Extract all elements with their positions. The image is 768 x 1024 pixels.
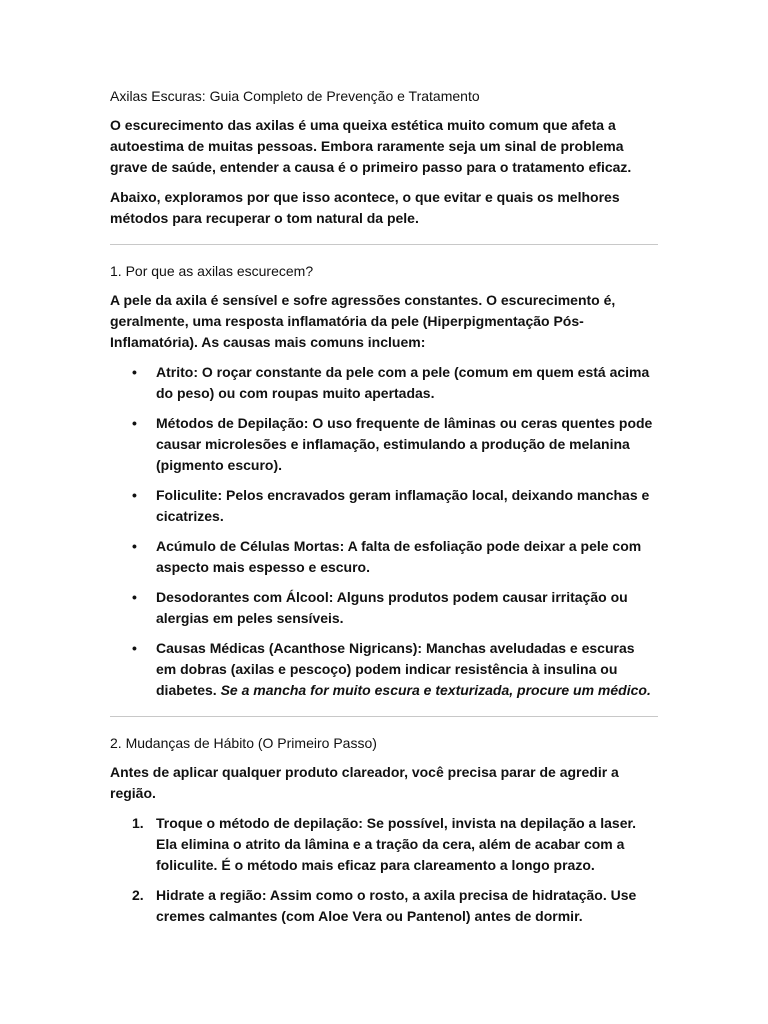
list-item-text: Causas Médicas (Acanthose Nigricans): Manchas aveludadas e escuras em dobras (axilas e pescoço) podem indicar resistência à insulina ou diabetes. bbox=[156, 640, 635, 698]
medical-warning: Se a mancha for muito escura e texturizada, procure um médico. bbox=[220, 682, 651, 698]
list-item bbox=[110, 885, 658, 927]
list-item bbox=[110, 587, 658, 629]
document-page bbox=[110, 86, 658, 936]
section-1-intro: A pele da axila é sensível e sofre agressões constantes. O escurecimento é, geralmente, uma resposta inflamatória da pele (Hiperpigmentação Pós-Inflamatória). As causas mais comuns incluem: bbox=[110, 292, 616, 350]
bullet-icon: • bbox=[132, 589, 137, 605]
section-divider bbox=[110, 244, 658, 245]
list-item-text: Métodos de Depilação: O uso frequente de lâminas ou ceras quentes pode causar microlesões e inflamação, estimulando a produção de melanina (pigmento escuro). bbox=[156, 415, 653, 473]
step-number: 1. bbox=[132, 815, 144, 831]
bullet-icon: • bbox=[132, 364, 137, 380]
section-1-heading: 1. Por que as axilas escurecem? bbox=[110, 263, 314, 279]
bullet-icon: • bbox=[132, 415, 137, 431]
bullet-icon: • bbox=[132, 487, 137, 503]
list-item bbox=[110, 813, 658, 876]
list-item bbox=[110, 638, 658, 701]
list-item-text: Atrito: O roçar constante da pele com a pele (comum em quem está acima do peso) ou com roupas muito apertadas. bbox=[156, 364, 650, 401]
list-item-text: Desodorantes com Álcool: Alguns produtos podem causar irritação ou alergias em peles sensíveis. bbox=[156, 589, 628, 626]
bullet-icon: • bbox=[132, 640, 137, 656]
list-item bbox=[110, 536, 658, 578]
list-item bbox=[110, 413, 658, 476]
document-title: Axilas Escuras: Guia Completo de Prevenção e Tratamento bbox=[110, 88, 480, 104]
bullet-icon: • bbox=[132, 538, 137, 554]
section-2-heading: 2. Mudanças de Hábito (O Primeiro Passo) bbox=[110, 735, 377, 751]
list-item-text: Foliculite: Pelos encravados geram inflamação local, deixando manchas e cicatrizes. bbox=[156, 487, 650, 524]
intro-paragraph-1: O escurecimento das axilas é uma queixa estética muito comum que afeta a autoestima de muitas pessoas. Embora raramente seja um sinal de problema grave de saúde, entender a causa é o primeiro passo para o tratamento eficaz. bbox=[110, 117, 632, 175]
list-item-text: Hidrate a região: Assim como o rosto, a axila precisa de hidratação. Use cremes calmantes (com Aloe Vera ou Pantenol) antes de dormir. bbox=[156, 887, 637, 924]
habit-steps-list bbox=[110, 813, 658, 927]
list-item-text: Troque o método de depilação: Se possível, invista na depilação a laser. Ela elimina o atrito da lâmina e a tração da cera, além de acabar com a foliculite. É o método mais eficaz para clareamento a longo prazo. bbox=[156, 815, 637, 873]
step-number: 2. bbox=[132, 887, 144, 903]
list-item bbox=[110, 362, 658, 404]
list-item-text: Acúmulo de Células Mortas: A falta de esfoliação pode deixar a pele com aspecto mais espesso e escuro. bbox=[156, 538, 642, 575]
section-2-intro: Antes de aplicar qualquer produto clareador, você precisa parar de agredir a região. bbox=[110, 764, 619, 801]
list-item bbox=[110, 485, 658, 527]
intro-paragraph-2: Abaixo, exploramos por que isso acontece, o que evitar e quais os melhores métodos para recuperar o tom natural da pele. bbox=[110, 189, 620, 226]
section-divider bbox=[110, 716, 658, 717]
causes-list bbox=[110, 362, 658, 701]
